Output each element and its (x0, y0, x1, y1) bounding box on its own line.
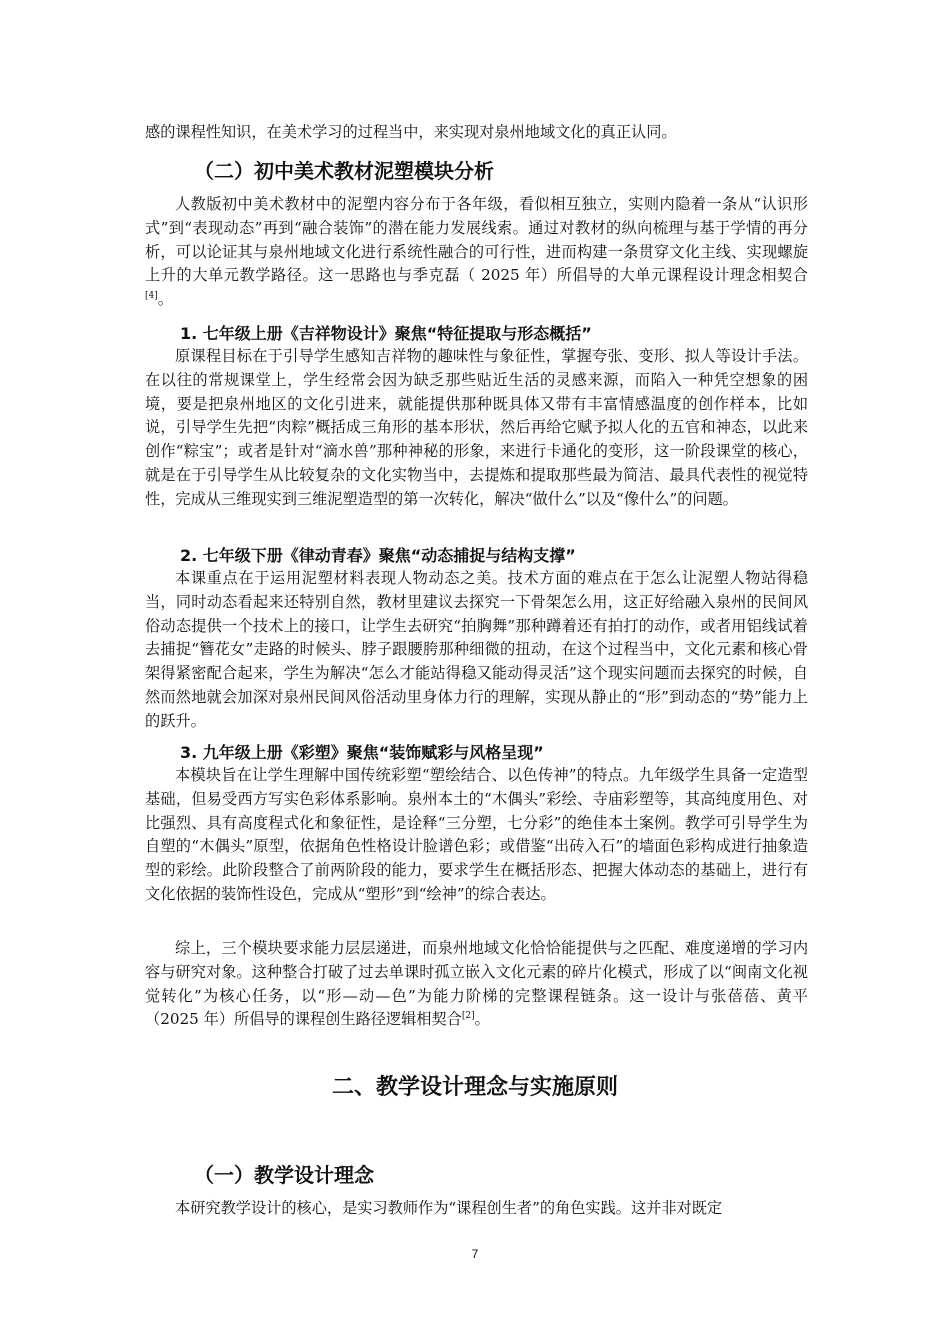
subheading-grade7-rhythm: 2. 七年级下册《律动青春》聚焦“动态捕捉与结构支撑” (180, 546, 576, 565)
paragraph-mascot-design: 原课程目标在于引导学生感知吉祥物的趣味性与象征性，掌握夸张、变形、拟人等设计手法。在以往的常规课堂上，学生经常会因为缺乏那些贴近生活的灵感来源，而陷入一种凭空想象的困境，要是把泉州地区的文化引进来，就能提供那种既具体又带有丰富情感温度的创作样本，比如说，引导学生先把“肉粽”概括成三角形的基本形状，然后再给它赋予拟人化的五官和神态，以此来创作“粽宝”；或者是针对“滴水兽”那种神秘的形象，来进行卡通化的变形，这一阶段课堂的核心，就是在于引导学生从比较复杂的文化实物当中，去提炼和提取那些最为简洁、最具代表性的视觉特性，完成从三维现实到三维泥塑造型的第一次转化，解决“做什么”以及“像什么”的问题。 (145, 347, 808, 508)
paragraph-end: 。 (474, 1010, 490, 1029)
paragraph-summary (145, 937, 808, 1032)
paragraph-rhythm-youth: 本课重点在于运用泥塑材料表现人物动态之美。技术方面的难点在于怎么让泥塑人物站得稳当，同时动态看起来还特别自然，教材里建议去探究一下骨架怎么用，这正好给融入泉州的民间风俗动态提供一个技术上的接口，让学生去研究“拍胸舞”那种蹲着还有拍打的动作，或者用铝线试着去捕捉“簪花女”走路的时候头、脖子跟腰胯那种细微的扭动，在这个过程当中，文化元素和核心骨架得紧密配合起来，学生为解决“怎么才能站得稳又能动得灵活”这个现实问题而去探究的时候，自然而然地就会加深对泉州民间风俗活动里身体力行的理解，实现从静止的“形”到动态的“势”能力上的跃升。 (145, 569, 808, 730)
subheading-grade9-painted-sculpture: 3. 九年级上册《彩塑》聚焦“装饰赋彩与风格呈现” (180, 743, 544, 762)
page-number: 7 (471, 1247, 479, 1261)
paragraph-text: 综上，三个模块要求能力层层递进，而泉州地域文化恰恰能提供与之匹配、难度递增的学习内容与研究对象。这种整合打破了过去单课时孤立嵌入文化元素的碎片化模式，形成了以“闽南文化视觉转化”为核心任务，以“形—动—色”为能力阶梯的完整课程链条。这一设计与张蓓蓓、黄平（2025 年）所倡导的课程创生路径逻辑相契合 (145, 939, 808, 1029)
paragraph-textbook-overview (145, 193, 808, 312)
section-heading-design-concept: （一）教学设计理念 (194, 1163, 374, 1187)
paragraph-text: 人教版初中美术教材中的泥塑内容分布于各年级，看似相互独立，实则内隐着一条从“认识形式”到“表现动态”再到“融合装饰”的潜在能力发展线索。通过对教材的纵向梳理与基于学情的再分析，可以论证其与泉州地域文化进行系统性融合的可行性，进而构建一条贯穿文化主线、实现螺旋上升的大单元教学路径。这一思路也与季克磊（ 2025 年）所倡导的大单元课程设计理念相契合 (145, 195, 808, 285)
citation-ref: [4] (145, 291, 158, 302)
paragraph-painted-sculpture: 本模块旨在让学生理解中国传统彩塑“塑绘结合、以色传神”的特点。九年级学生具备一定造型基础，但易受西方写实色彩体系影响。泉州本土的“木偶头”彩绘、寺庙彩塑等，其高纯度用色、对比强烈、具有高度程式化和象征性，是诠释“三分塑，七分彩”的绝佳本土案例。教学可引导学生为自塑的“木偶头”原型，依据角色性格设计脸谱色彩；或借鉴“出砖入石”的墙面色彩构成进行抽象造型的彩绘。此阶段整合了前两阶段的能力，要求学生在概括形态、把握大体动态的基础上，进行有文化依据的装饰性设色，完成从“塑形”到“绘神”的综合表达。 (145, 766, 808, 903)
chapter-heading: 二、教学设计理念与实施原则 (331, 1075, 618, 1100)
paragraph-design-concept: 本研究教学设计的核心，是实习教师作为“课程创生者”的角色实践。这并非对既定 (175, 1199, 723, 1217)
paragraph-intro-tail: 感的课程性知识，在美术学习的过程当中，来实现对泉州地域文化的真正认同。 (145, 123, 677, 141)
citation-ref: [2] (461, 1011, 475, 1022)
paragraph-end: 。 (157, 290, 173, 309)
subheading-grade7-mascot: 1. 七年级上册《吉祥物设计》聚焦“特征提取与形态概括” (180, 324, 592, 343)
section-heading-textbook-analysis: （二）初中美术教材泥塑模块分析 (194, 159, 494, 183)
